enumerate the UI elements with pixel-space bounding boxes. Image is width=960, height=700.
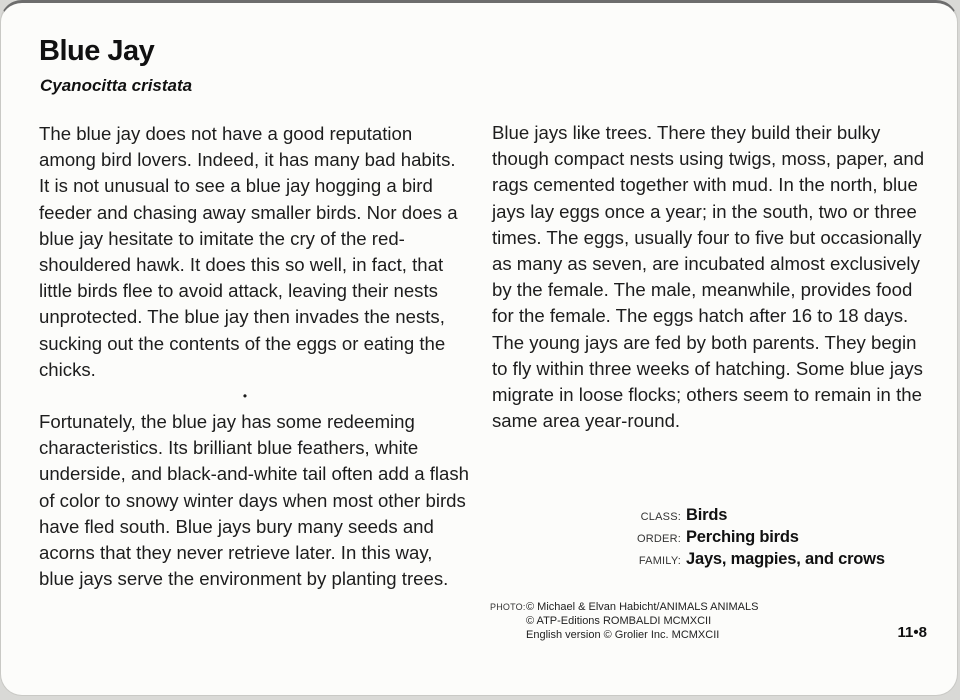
left-paragraph-behavior: The blue jay does not have a good reputation among bird lovers. Indeed, it has many bad habits. It is not unusual to see a blue jay hogging a bird feeder and chasing away smaller birds. Nor does a blue jay hesitate to imitate the cry of the red-shouldered hawk. It does this so well, in fact, that little birds flee to avoid attack, leaving their nests unprotected. The blue jay then invades the nests, sucking out the contents of the eggs or eating the chicks. bbox=[39, 123, 458, 380]
class-value: Birds bbox=[686, 506, 728, 524]
taxonomy-class-row bbox=[621, 506, 885, 528]
left-paragraph-characteristics: Fortunately, the blue jay has some redeeming characteristics. Its brilliant blue feathers, white underside, and black-and-white tail often add a flash of color to snowy winter days when most other birds have fled south. Blue jays bury many seeds and acorns that they never retrieve later. In this way, blue jays serve the environment by planting trees. bbox=[39, 411, 469, 590]
card-title: Blue Jay bbox=[39, 35, 155, 67]
family-label: FAMILY: bbox=[638, 555, 681, 567]
family-value: Jays, magpies, and crows bbox=[686, 550, 885, 568]
photo-credits bbox=[490, 600, 758, 642]
taxonomy-order-row bbox=[621, 528, 885, 550]
credit-row-1 bbox=[490, 600, 758, 614]
credit-row-3 bbox=[490, 628, 758, 642]
order-value: Perching birds bbox=[686, 528, 799, 546]
english-version-credit-text: English version © Grolier Inc. MCMXCII bbox=[526, 629, 720, 641]
publisher-credit-text: © ATP-Editions ROMBALDI MCMXCII bbox=[526, 615, 712, 627]
taxonomy-block bbox=[621, 506, 885, 572]
taxonomy-family-row bbox=[621, 550, 885, 572]
photo-credit-text: © Michael & Elvan Habicht/ANIMALS ANIMALS bbox=[526, 601, 759, 613]
paragraph-separator: • bbox=[242, 389, 248, 404]
order-label: ORDER: bbox=[637, 533, 681, 545]
photo-label: PHOTO: bbox=[490, 602, 526, 612]
card-number: 11•8 bbox=[897, 624, 927, 641]
scientific-name: Cyanocitta cristata bbox=[40, 76, 193, 95]
class-label: CLASS: bbox=[640, 511, 681, 523]
left-column bbox=[39, 121, 471, 592]
right-column bbox=[492, 120, 928, 434]
right-paragraph-nesting: Blue jays like trees. There they build their bulky though compact nests using twigs, moss, paper, and rags cemented together with mud. In the north, blue jays lay eggs once a year; in the south, two or three times. The eggs, usually four to five but occasionally as many as seven, are incubated almost exclusively by the female. The male, meanwhile, provides food for the female. The eggs hatch after 16 to 18 days. The young jays are fed by both parents. They begin to fly within three weeks of hatching. Some blue jays migrate in loose flocks; others seem to remain in the same area year-round. bbox=[492, 122, 925, 432]
credit-row-2 bbox=[490, 614, 758, 628]
